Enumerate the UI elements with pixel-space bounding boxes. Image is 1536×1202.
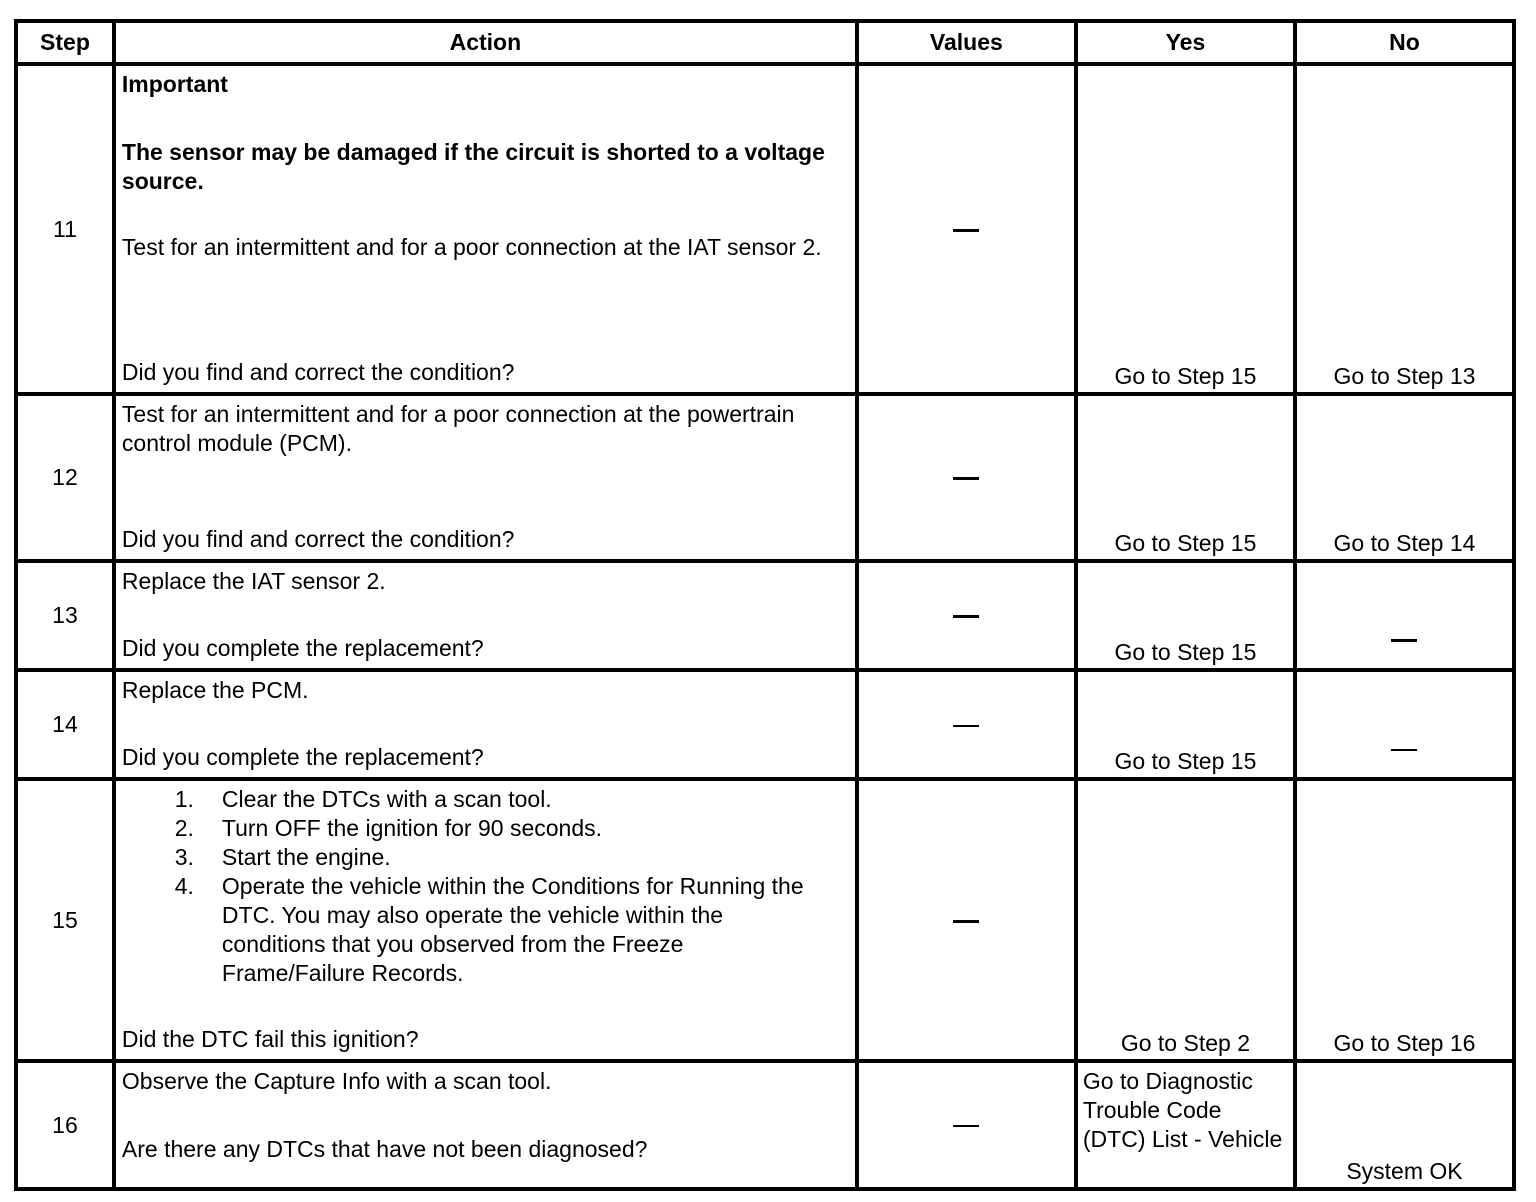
- table-row: [16, 561, 1514, 670]
- step-number: 15: [16, 779, 114, 1061]
- step-number: 11: [16, 64, 114, 394]
- list-number: 1.: [174, 786, 194, 812]
- list-item: [122, 785, 849, 814]
- step-number: 12: [16, 394, 114, 561]
- yes-cell: [1076, 670, 1295, 779]
- yes-link[interactable]: Go to Step 15: [1114, 748, 1257, 774]
- list-text: Start the engine.: [221, 844, 391, 870]
- yes-cell: [1076, 394, 1295, 561]
- yes-cell: [1076, 1061, 1295, 1189]
- list-item: [122, 814, 849, 843]
- action-question: Did you find and correct the condition?: [121, 359, 515, 385]
- no-cell: [1295, 64, 1514, 394]
- action-cell: [114, 670, 857, 779]
- step-number: 14: [16, 670, 114, 779]
- important-label: Important: [121, 71, 228, 97]
- action-cell: [114, 779, 857, 1061]
- list-item: [122, 872, 849, 988]
- yes-cell: [1076, 779, 1295, 1061]
- action-question: Did you complete the replacement?: [121, 635, 484, 661]
- warning-text: The sensor may be damaged if the circuit is shorted to a voltage source.: [121, 139, 825, 194]
- header-step: Step: [16, 21, 114, 64]
- no-cell: [1295, 394, 1514, 561]
- procedure-list: [122, 781, 849, 988]
- list-number: 3.: [174, 844, 194, 870]
- list-number: 4.: [174, 873, 194, 899]
- values-cell: [857, 561, 1076, 670]
- header-action: Action: [114, 21, 857, 64]
- em-dash: [953, 920, 979, 923]
- no-cell: [1295, 561, 1514, 670]
- action-question: Did the DTC fail this ignition?: [121, 1026, 419, 1052]
- no-result: System OK: [1346, 1158, 1463, 1184]
- yes-link[interactable]: Go to Step 15: [1114, 363, 1257, 389]
- no-link[interactable]: Go to Step 14: [1333, 530, 1476, 556]
- list-text: Turn OFF the ignition for 90 seconds.: [221, 815, 603, 841]
- list-number: 2.: [174, 815, 194, 841]
- action-question: Did you complete the replacement?: [121, 744, 484, 770]
- values-cell: [857, 1061, 1076, 1189]
- action-instruction: Test for an intermittent and for a poor connection at the powertrain control module (PCM).: [121, 401, 795, 456]
- em-dash: [953, 229, 979, 232]
- em-dash: [953, 725, 979, 727]
- action-cell: [114, 394, 857, 561]
- values-cell: [857, 64, 1076, 394]
- no-cell: [1295, 779, 1514, 1061]
- values-cell: [857, 670, 1076, 779]
- em-dash: [953, 615, 979, 618]
- action-question: Are there any DTCs that have not been diagnosed?: [121, 1136, 648, 1162]
- table-row: [16, 394, 1514, 561]
- header-yes: Yes: [1076, 21, 1295, 64]
- table-row: [16, 64, 1514, 394]
- em-dash: [953, 1125, 979, 1127]
- list-text: Operate the vehicle within the Conditions for Running the DTC. You may also operate the vehicle within the conditions that you observed from the Freeze Frame/Failure Records.: [221, 873, 804, 986]
- step-number: 16: [16, 1061, 114, 1189]
- action-instruction: Observe the Capture Info with a scan tool.: [121, 1068, 552, 1094]
- yes-link[interactable]: Go to Diagnostic Trouble Code (DTC) List - Vehicle: [1082, 1068, 1283, 1152]
- action-cell: [114, 64, 857, 394]
- header-no: No: [1295, 21, 1514, 64]
- em-dash: [1391, 639, 1417, 642]
- yes-link[interactable]: Go to Step 15: [1114, 639, 1257, 665]
- yes-link[interactable]: Go to Step 2: [1120, 1030, 1250, 1056]
- no-cell: [1295, 670, 1514, 779]
- list-text: Clear the DTCs with a scan tool.: [221, 786, 552, 812]
- em-dash: [1391, 749, 1417, 751]
- table-row: [16, 1061, 1514, 1189]
- yes-cell: [1076, 561, 1295, 670]
- list-item: [122, 843, 849, 872]
- table-row: [16, 779, 1514, 1061]
- action-instruction: Replace the IAT sensor 2.: [121, 568, 386, 594]
- step-number: 13: [16, 561, 114, 670]
- yes-link[interactable]: Go to Step 15: [1114, 530, 1257, 556]
- em-dash: [953, 477, 979, 480]
- no-link[interactable]: Go to Step 13: [1333, 363, 1476, 389]
- table-row: [16, 670, 1514, 779]
- action-question: Did you find and correct the condition?: [121, 526, 515, 552]
- no-cell: [1295, 1061, 1514, 1189]
- header-values: Values: [857, 21, 1076, 64]
- values-cell: [857, 779, 1076, 1061]
- no-link[interactable]: Go to Step 16: [1333, 1030, 1476, 1056]
- table-header-row: [16, 21, 1514, 64]
- action-cell: [114, 561, 857, 670]
- yes-cell: [1076, 64, 1295, 394]
- action-instruction: Test for an intermittent and for a poor connection at the IAT sensor 2.: [121, 234, 822, 260]
- diagnostic-steps-table: [14, 19, 1516, 1191]
- values-cell: [857, 394, 1076, 561]
- action-cell: [114, 1061, 857, 1189]
- action-instruction: Replace the PCM.: [121, 677, 309, 703]
